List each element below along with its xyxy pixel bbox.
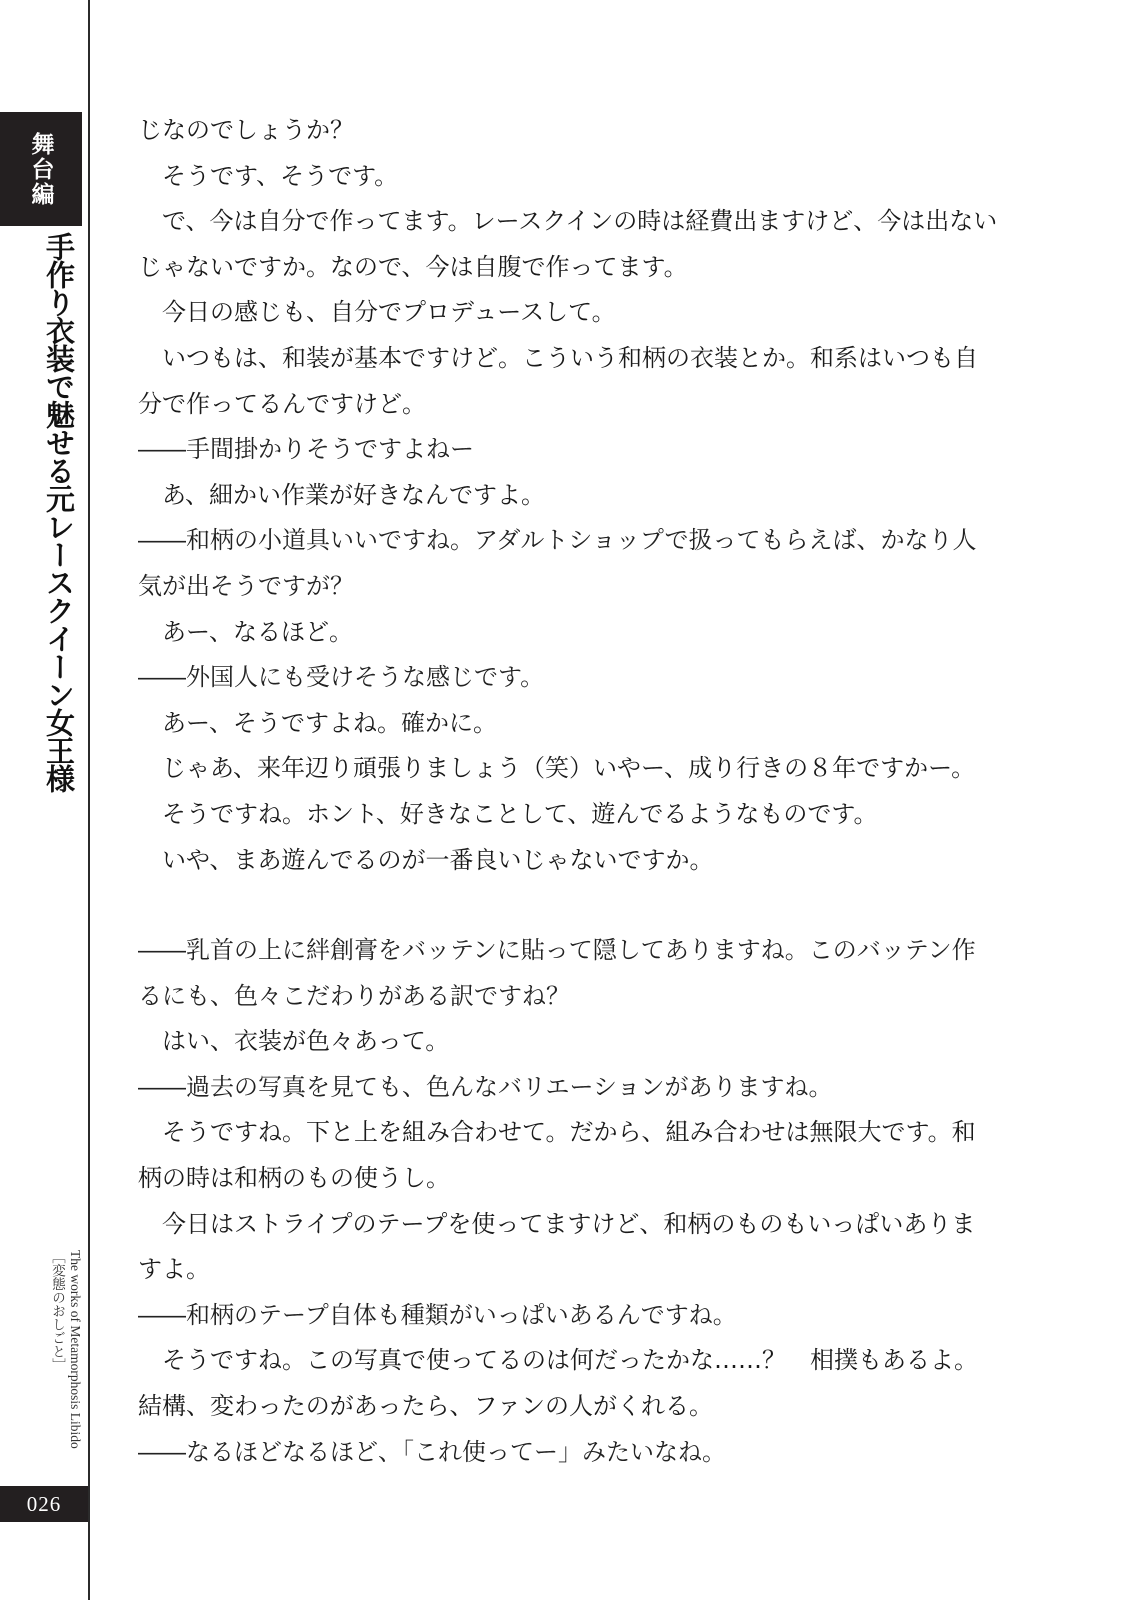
paragraph-question: ――手間掛かりそうですよねー xyxy=(138,435,474,464)
running-footer-english: The works of Metamorphosis Libido xyxy=(68,1250,83,1449)
running-footer xyxy=(44,1250,84,1465)
paragraph-question: ――乳首の上に絆創膏をバッテンに貼って隠してありますね。このバッテン作るにも、色々こだわりがある訳ですね？ xyxy=(138,936,976,1010)
chapter-title: 手作り衣装で魅せる元レースクイーン女王様 xyxy=(42,232,76,792)
paragraph-answer: いつもは、和装が基本ですけど。こういう和柄の衣装とか。和系はいつも自分で作ってるんですけど。 xyxy=(138,343,978,418)
paragraph-answer: じなのでしょうか？ xyxy=(138,116,354,144)
paragraph-question: ――外国人にも受けそうな感じです。 xyxy=(138,663,545,692)
section-tab xyxy=(0,112,82,226)
paragraph-answer: いや、まあ遊んでるのが一番良いじゃないですか。 xyxy=(162,845,714,874)
paragraph-question: ――なるほどなるほど、「これ使ってー」みたいなね。 xyxy=(138,1437,726,1466)
paragraph-question: ――和柄の小道具いいですね。アダルトショップで扱ってもらえば、かなり人気が出そうですが？ xyxy=(138,526,977,600)
paragraph-answer: 今日はストライプのテープを使ってますけど、和柄のものもいっぱいありますよ。 xyxy=(138,1209,976,1284)
margin-rule xyxy=(88,0,90,1600)
paragraph-answer: そうですね。ホント、好きなことして、遊んでるようなものです。 xyxy=(162,799,878,828)
interview-body xyxy=(138,108,998,1475)
paragraph-question: ――和柄のテープ自体も種類がいっぱいあるんですね。 xyxy=(138,1300,737,1329)
running-footer-japanese: ［変態のおしごと］ xyxy=(50,1250,65,1372)
paragraph-answer: あー、そうですよね。確かに。 xyxy=(162,708,498,737)
paragraph-answer: 今日の感じも、自分でプロデュースして。 xyxy=(162,298,616,327)
page-number: 026 xyxy=(0,1486,88,1522)
paragraph-answer: で、今は自分で作ってます。レースクインの時は経費出ますけど、今は出ないじゃないですか。なので、今は自腹で作ってます。 xyxy=(138,207,998,281)
paragraph-answer: そうですね。この写真で使ってるのは何だったかな……？ 相撲もあるよ。結構、変わったのがあったら、ファンの人がくれる。 xyxy=(138,1346,978,1421)
paragraph-question: ――過去の写真を見ても、色んなバリエーションがありますね。 xyxy=(138,1072,833,1101)
paragraph-answer: じゃあ、来年辺り頑張りましょう（笑）いやー、成り行きの８年ですかー。 xyxy=(162,754,976,783)
paragraph-answer: そうですね。下と上を組み合わせて。だから、組み合わせは無限大です。和柄の時は和柄のもの使うし。 xyxy=(138,1118,976,1193)
paragraph-answer: そうです、そうです。 xyxy=(162,161,399,190)
paragraph-answer: あー、なるほど。 xyxy=(162,617,354,646)
paragraph-answer: あ、細かい作業が好きなんですよ。 xyxy=(162,480,546,509)
section-label: 舞台編 xyxy=(27,131,54,207)
paragraph-answer: はい、衣装が色々あって。 xyxy=(162,1027,450,1056)
